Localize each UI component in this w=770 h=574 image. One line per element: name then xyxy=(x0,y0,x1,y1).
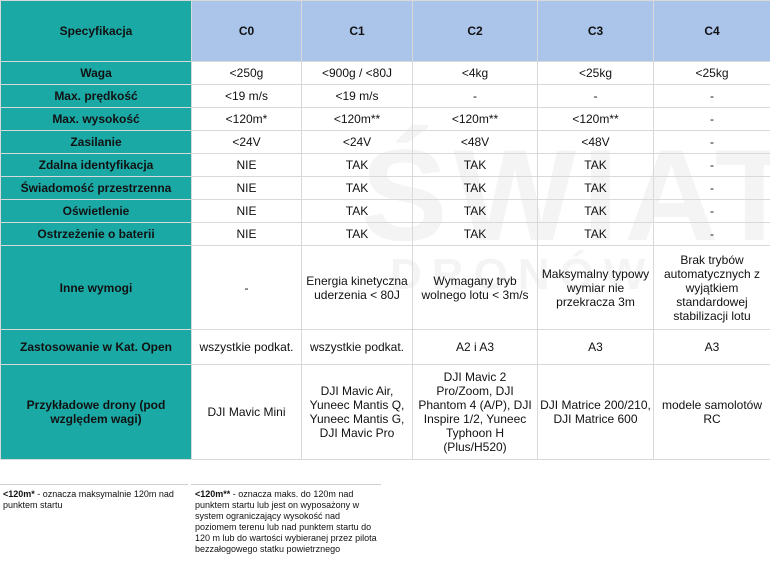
row-label: Waga xyxy=(1,62,192,85)
table-cell: <24V xyxy=(192,131,302,154)
table-cell: <48V xyxy=(413,131,538,154)
table-cell: <120m** xyxy=(302,108,413,131)
table-cell: TAK xyxy=(538,154,654,177)
row-label: Ostrzeżenie o baterii xyxy=(1,223,192,246)
table-cell: A3 xyxy=(538,330,654,365)
table-cell: DJI Mavic Air, Yuneec Mantis Q, Yuneec Mantis G, DJI Mavic Pro xyxy=(302,365,413,460)
table-cell: <48V xyxy=(538,131,654,154)
table-cell: A2 i A3 xyxy=(413,330,538,365)
table-row xyxy=(1,246,770,330)
table-cell: <120m** xyxy=(538,108,654,131)
row-label: Świadomość przestrzenna xyxy=(1,177,192,200)
table-cell: - xyxy=(654,223,770,246)
table-cell: wszystkie podkat. xyxy=(192,330,302,365)
header-row xyxy=(1,1,770,62)
row-label: Max. wysokość xyxy=(1,108,192,131)
row-label: Oświetlenie xyxy=(1,200,192,223)
table-cell: wszystkie podkat. xyxy=(302,330,413,365)
footnote-2-text: - oznacza maks. do 120m nad punktem startu lub jest on wyposażony w system ograniczający wysokość nad poziomem terenu lub nad punktem startu do 120 m lub do wartości wybieranej przez pilota bezzałogowego statku powietrznego xyxy=(195,489,377,554)
footnote-1-key: <120m* xyxy=(3,489,35,499)
table-row xyxy=(1,154,770,177)
table-cell: Wymagany tryb wolnego lotu < 3m/s xyxy=(413,246,538,330)
class-header-c0: C0 xyxy=(192,1,302,62)
class-header-c4: C4 xyxy=(654,1,770,62)
table-row xyxy=(1,223,770,246)
table-cell: - xyxy=(538,85,654,108)
table-cell: NIE xyxy=(192,200,302,223)
table-row xyxy=(1,200,770,223)
table-cell: DJI Mavic 2 Pro/Zoom, DJI Phantom 4 (A/P), DJI Inspire 1/2, Yuneec Typhoon H (Plus/H520) xyxy=(413,365,538,460)
footnote-divider xyxy=(191,484,381,485)
footnote-2-key: <120m** xyxy=(195,489,231,499)
table-row xyxy=(1,177,770,200)
table-cell: TAK xyxy=(302,177,413,200)
table-cell: - xyxy=(654,200,770,223)
table-cell: TAK xyxy=(538,223,654,246)
table-row xyxy=(1,85,770,108)
table-row xyxy=(1,365,770,460)
table-cell: <4kg xyxy=(413,62,538,85)
table-row xyxy=(1,108,770,131)
class-header-c3: C3 xyxy=(538,1,654,62)
footnote-2 xyxy=(195,489,383,555)
row-label: Inne wymogi xyxy=(1,246,192,330)
table-cell: <120m* xyxy=(192,108,302,131)
class-header-c2: C2 xyxy=(413,1,538,62)
table-cell: TAK xyxy=(302,223,413,246)
table-cell: Maksymalny typowy wymiar nie przekracza 3m xyxy=(538,246,654,330)
footnote-1-text: - oznacza maksymalnie 120m nad punktem startu xyxy=(3,489,174,510)
table-cell: NIE xyxy=(192,223,302,246)
table-cell: TAK xyxy=(302,154,413,177)
table-cell: TAK xyxy=(538,177,654,200)
table-cell: - xyxy=(413,85,538,108)
table-cell: Energia kinetyczna uderzenia < 80J xyxy=(302,246,413,330)
table-cell: TAK xyxy=(302,200,413,223)
row-label: Zdalna identyfikacja xyxy=(1,154,192,177)
table-cell: DJI Matrice 200/210, DJI Matrice 600 xyxy=(538,365,654,460)
table-cell: NIE xyxy=(192,177,302,200)
table-cell: <900g / <80J xyxy=(302,62,413,85)
table-cell: TAK xyxy=(413,154,538,177)
table-cell: - xyxy=(654,177,770,200)
footnote-1 xyxy=(3,489,188,511)
table-cell: - xyxy=(654,131,770,154)
table-cell: Brak trybów automatycznych z wyjątkiem standardowej stabilizacji lotu xyxy=(654,246,770,330)
table-cell: DJI Mavic Mini xyxy=(192,365,302,460)
table-row xyxy=(1,62,770,85)
table-row xyxy=(1,330,770,365)
table-cell: TAK xyxy=(538,200,654,223)
row-label: Zasilanie xyxy=(1,131,192,154)
table-cell: TAK xyxy=(413,177,538,200)
table-cell: <24V xyxy=(302,131,413,154)
row-label: Max. prędkość xyxy=(1,85,192,108)
table-cell: <19 m/s xyxy=(192,85,302,108)
row-label: Zastosowanie w Kat. Open xyxy=(1,330,192,365)
class-header-c1: C1 xyxy=(302,1,413,62)
table-cell: - xyxy=(654,108,770,131)
table-row xyxy=(1,131,770,154)
table-cell: - xyxy=(654,85,770,108)
table-cell: A3 xyxy=(654,330,770,365)
table-cell: TAK xyxy=(413,223,538,246)
table-cell: NIE xyxy=(192,154,302,177)
table-cell: <120m** xyxy=(413,108,538,131)
table-cell: TAK xyxy=(413,200,538,223)
footnote-divider xyxy=(0,484,188,485)
table-cell: <19 m/s xyxy=(302,85,413,108)
table-cell: - xyxy=(654,154,770,177)
corner-header: Specyfikacja xyxy=(1,1,192,62)
table-cell: <25kg xyxy=(538,62,654,85)
table-cell: <25kg xyxy=(654,62,770,85)
table-cell: <250g xyxy=(192,62,302,85)
table-cell: modele samolotów RC xyxy=(654,365,770,460)
row-label: Przykładowe drony (pod względem wagi) xyxy=(1,365,192,460)
table-cell: - xyxy=(192,246,302,330)
